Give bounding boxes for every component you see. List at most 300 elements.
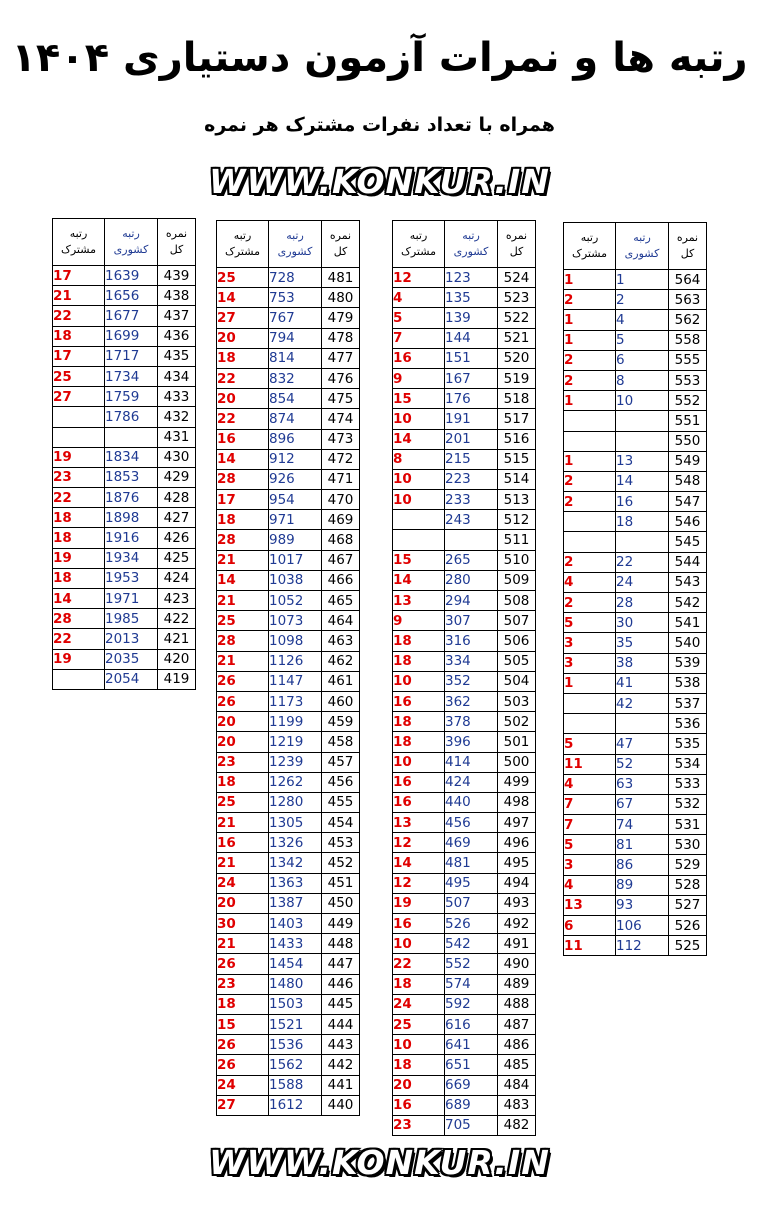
total-score-cell: 519 — [498, 368, 536, 388]
total-score-cell: 528 — [669, 875, 707, 895]
rank-table-3 — [216, 220, 360, 1116]
table-row — [564, 875, 707, 895]
national-rank-cell: 1521 — [269, 1014, 322, 1034]
shared-rank-cell: 28 — [53, 609, 105, 629]
shared-rank-cell: 26 — [217, 954, 269, 974]
national-rank-cell: 1342 — [269, 853, 322, 873]
national-rank-cell: 854 — [269, 389, 322, 409]
shared-rank-cell: 2 — [564, 492, 616, 512]
national-rank-cell: 14 — [616, 471, 669, 491]
shared-rank-cell: 22 — [53, 488, 105, 508]
national-rank-cell: 2035 — [105, 649, 158, 669]
total-score-cell: 546 — [669, 512, 707, 532]
national-rank-cell: 814 — [269, 348, 322, 368]
national-rank-cell: 689 — [445, 1095, 498, 1115]
national-rank-cell: 1699 — [105, 326, 158, 346]
national-rank-cell: 1717 — [105, 346, 158, 366]
national-rank-cell: 1363 — [269, 873, 322, 893]
table-row — [393, 873, 536, 893]
total-score-cell: 500 — [498, 752, 536, 772]
table-row — [217, 772, 360, 792]
table-row — [217, 974, 360, 994]
table-row — [564, 613, 707, 633]
shared-rank-cell — [53, 669, 105, 689]
brand-logo-top[interactable]: WWW.KONKUR.IN — [209, 162, 550, 201]
shared-rank-cell: 17 — [53, 266, 105, 286]
shared-rank-cell: 14 — [393, 570, 445, 590]
shared-rank-cell — [564, 714, 616, 734]
total-score-cell: 549 — [669, 451, 707, 471]
total-score-cell: 533 — [669, 774, 707, 794]
shared-rank-cell: 22 — [53, 629, 105, 649]
table-header-row — [217, 221, 360, 268]
table-row — [53, 366, 196, 386]
shared-rank-cell: 3 — [564, 653, 616, 673]
national-rank-cell: 669 — [445, 1075, 498, 1095]
national-rank-cell: 86 — [616, 855, 669, 875]
shared-rank-cell: 14 — [217, 288, 269, 308]
total-score-cell: 552 — [669, 391, 707, 411]
total-score-cell: 427 — [158, 508, 196, 528]
table-row — [53, 609, 196, 629]
rank-table-2 — [392, 220, 536, 1136]
table-row — [217, 490, 360, 510]
total-score-cell: 464 — [322, 611, 360, 631]
national-rank-cell: 35 — [616, 633, 669, 653]
national-rank-cell: 223 — [445, 469, 498, 489]
national-rank-cell: 280 — [445, 570, 498, 590]
shared-rank-cell: 7 — [564, 815, 616, 835]
table-row — [393, 651, 536, 671]
shared-rank-cell: 26 — [217, 671, 269, 691]
national-rank-cell: 1454 — [269, 954, 322, 974]
total-score-cell: 505 — [498, 651, 536, 671]
total-score-cell: 480 — [322, 288, 360, 308]
total-score-cell: 491 — [498, 934, 536, 954]
shared-rank-cell: 11 — [564, 936, 616, 956]
total-score-cell: 455 — [322, 792, 360, 812]
national-rank-cell: 1639 — [105, 266, 158, 286]
shared-rank-cell: 20 — [217, 712, 269, 732]
shared-rank-cell: 24 — [393, 994, 445, 1014]
table-row — [564, 512, 707, 532]
table-row — [393, 994, 536, 1014]
table-row — [564, 693, 707, 713]
table-row — [393, 490, 536, 510]
national-rank-cell: 1985 — [105, 609, 158, 629]
shared-rank-cell: 5 — [393, 308, 445, 328]
table-row — [393, 328, 536, 348]
shared-rank-cell: 14 — [53, 589, 105, 609]
shared-rank-cell: 25 — [393, 1014, 445, 1034]
shared-rank-cell: 22 — [217, 368, 269, 388]
table-row — [217, 429, 360, 449]
total-score-cell: 437 — [158, 306, 196, 326]
total-score-cell: 489 — [498, 974, 536, 994]
national-rank-cell: 728 — [269, 268, 322, 288]
table-row — [393, 591, 536, 611]
total-score-cell: 499 — [498, 772, 536, 792]
shared-rank-cell: 28 — [217, 469, 269, 489]
total-score-cell: 424 — [158, 568, 196, 588]
national-rank-cell: 1199 — [269, 712, 322, 732]
national-rank-cell: 1173 — [269, 691, 322, 711]
shared-rank-cell: 8 — [393, 449, 445, 469]
total-score-cell: 467 — [322, 550, 360, 570]
total-score-cell: 541 — [669, 613, 707, 633]
table-row — [217, 1014, 360, 1034]
total-score-cell: 509 — [498, 570, 536, 590]
shared-rank-cell: 4 — [564, 572, 616, 592]
total-score-cell: 423 — [158, 589, 196, 609]
table-row — [564, 552, 707, 572]
total-score-cell: 442 — [322, 1055, 360, 1075]
shared-rank-cell: 21 — [217, 853, 269, 873]
shared-rank-cell: 1 — [564, 673, 616, 693]
total-score-cell: 547 — [669, 492, 707, 512]
table-header-row — [564, 223, 707, 270]
shared-rank-cell: 18 — [393, 631, 445, 651]
national-rank-cell: 1326 — [269, 833, 322, 853]
total-score-cell: 543 — [669, 572, 707, 592]
table-row — [393, 934, 536, 954]
total-score-cell: 514 — [498, 469, 536, 489]
table-row — [53, 447, 196, 467]
national-rank-cell: 1503 — [269, 994, 322, 1014]
shared-rank-cell: 2 — [564, 552, 616, 572]
total-score-cell: 484 — [498, 1075, 536, 1095]
shared-rank-cell: 12 — [393, 873, 445, 893]
national-rank-cell: 1433 — [269, 934, 322, 954]
shared-rank-cell: 12 — [393, 833, 445, 853]
total-score-cell: 469 — [322, 510, 360, 530]
shared-rank-cell: 18 — [53, 568, 105, 588]
table-row — [217, 348, 360, 368]
shared-rank-cell: 12 — [393, 268, 445, 288]
total-score-cell: 508 — [498, 591, 536, 611]
shared-rank-cell: 5 — [564, 613, 616, 633]
shared-rank-cell: 23 — [393, 1115, 445, 1135]
national-rank-cell: 201 — [445, 429, 498, 449]
shared-rank-cell: 19 — [53, 548, 105, 568]
table-row — [53, 407, 196, 427]
total-score-cell: 498 — [498, 792, 536, 812]
shared-rank-cell: 20 — [217, 893, 269, 913]
national-rank-cell: 42 — [616, 693, 669, 713]
table-row — [393, 389, 536, 409]
header-shared-rank: رتبه مشترک — [564, 223, 616, 270]
national-rank-cell: 233 — [445, 490, 498, 510]
table-row — [393, 853, 536, 873]
national-rank-cell: 1239 — [269, 752, 322, 772]
total-score-cell: 512 — [498, 510, 536, 530]
table-row — [393, 409, 536, 429]
total-score-cell: 446 — [322, 974, 360, 994]
shared-rank-cell: 5 — [564, 734, 616, 754]
national-rank-cell: 30 — [616, 613, 669, 633]
national-rank-cell: 123 — [445, 268, 498, 288]
shared-rank-cell: 21 — [217, 591, 269, 611]
national-rank-cell: 1656 — [105, 286, 158, 306]
table-row — [564, 714, 707, 734]
table-row — [393, 813, 536, 833]
shared-rank-cell: 18 — [53, 326, 105, 346]
table-row — [53, 387, 196, 407]
rank-table-1 — [563, 222, 707, 956]
table-row — [393, 288, 536, 308]
national-rank-cell: 469 — [445, 833, 498, 853]
national-rank-cell: 1262 — [269, 772, 322, 792]
shared-rank-cell: 1 — [564, 270, 616, 290]
shared-rank-cell — [53, 407, 105, 427]
national-rank-cell: 135 — [445, 288, 498, 308]
total-score-cell: 526 — [669, 916, 707, 936]
national-rank-cell: 2013 — [105, 629, 158, 649]
table-row — [217, 530, 360, 550]
table-row — [393, 1095, 536, 1115]
table-row — [217, 752, 360, 772]
national-rank-cell: 705 — [445, 1115, 498, 1135]
national-rank-cell: 1562 — [269, 1055, 322, 1075]
table-row — [217, 268, 360, 288]
table-row — [217, 712, 360, 732]
total-score-cell: 493 — [498, 893, 536, 913]
total-score-cell: 432 — [158, 407, 196, 427]
national-rank-cell: 495 — [445, 873, 498, 893]
shared-rank-cell — [564, 693, 616, 713]
shared-rank-cell: 15 — [393, 550, 445, 570]
shared-rank-cell: 19 — [53, 447, 105, 467]
table-row — [217, 853, 360, 873]
shared-rank-cell: 22 — [53, 306, 105, 326]
table-row — [564, 593, 707, 613]
total-score-cell: 555 — [669, 350, 707, 370]
header-national-rank: رتبه کشوری — [616, 223, 669, 270]
national-rank-cell: 352 — [445, 671, 498, 691]
shared-rank-cell: 16 — [217, 833, 269, 853]
table-row — [564, 835, 707, 855]
national-rank-cell: 243 — [445, 510, 498, 530]
national-rank-cell: 414 — [445, 752, 498, 772]
table-row — [393, 510, 536, 530]
shared-rank-cell: 22 — [217, 409, 269, 429]
national-rank-cell: 1073 — [269, 611, 322, 631]
total-score-cell: 542 — [669, 593, 707, 613]
shared-rank-cell: 16 — [393, 792, 445, 812]
table-row — [217, 813, 360, 833]
total-score-cell: 431 — [158, 427, 196, 447]
shared-rank-cell: 30 — [217, 914, 269, 934]
total-score-cell: 538 — [669, 673, 707, 693]
total-score-cell: 507 — [498, 611, 536, 631]
national-rank-cell: 1876 — [105, 488, 158, 508]
table-row — [217, 308, 360, 328]
shared-rank-cell: 20 — [217, 328, 269, 348]
shared-rank-cell: 26 — [217, 1055, 269, 1075]
shared-rank-cell: 23 — [217, 974, 269, 994]
table-row — [393, 893, 536, 913]
shared-rank-cell — [393, 530, 445, 550]
table-row — [393, 429, 536, 449]
national-rank-cell: 378 — [445, 712, 498, 732]
shared-rank-cell: 27 — [217, 308, 269, 328]
shared-rank-cell: 16 — [217, 429, 269, 449]
table-row — [564, 815, 707, 835]
table-row — [217, 833, 360, 853]
total-score-cell: 492 — [498, 914, 536, 934]
table-row — [564, 411, 707, 431]
table-row — [564, 471, 707, 491]
shared-rank-cell: 23 — [53, 467, 105, 487]
total-score-cell: 433 — [158, 387, 196, 407]
national-rank-cell: 651 — [445, 1055, 498, 1075]
total-score-cell: 450 — [322, 893, 360, 913]
table-row — [564, 370, 707, 390]
table-row — [217, 631, 360, 651]
shared-rank-cell: 18 — [217, 348, 269, 368]
table-row — [53, 326, 196, 346]
national-rank-cell: 926 — [269, 469, 322, 489]
shared-rank-cell: 17 — [53, 346, 105, 366]
table-row — [564, 774, 707, 794]
shared-rank-cell: 16 — [393, 691, 445, 711]
national-rank-cell: 28 — [616, 593, 669, 613]
total-score-cell: 428 — [158, 488, 196, 508]
table-row — [393, 268, 536, 288]
national-rank-cell: 52 — [616, 754, 669, 774]
total-score-cell: 551 — [669, 411, 707, 431]
total-score-cell: 483 — [498, 1095, 536, 1115]
shared-rank-cell — [564, 411, 616, 431]
national-rank-cell: 1971 — [105, 589, 158, 609]
total-score-cell: 471 — [322, 469, 360, 489]
table-row — [217, 1035, 360, 1055]
table-row — [53, 266, 196, 286]
shared-rank-cell: 28 — [217, 631, 269, 651]
total-score-cell: 426 — [158, 528, 196, 548]
total-score-cell: 454 — [322, 813, 360, 833]
shared-rank-cell: 1 — [564, 451, 616, 471]
total-score-cell: 548 — [669, 471, 707, 491]
total-score-cell: 419 — [158, 669, 196, 689]
table-row — [564, 532, 707, 552]
national-rank-cell: 307 — [445, 611, 498, 631]
shared-rank-cell: 21 — [217, 550, 269, 570]
table-row — [217, 792, 360, 812]
national-rank-cell: 24 — [616, 572, 669, 592]
table-row — [53, 488, 196, 508]
table-row — [53, 467, 196, 487]
national-rank-cell: 81 — [616, 835, 669, 855]
national-rank-cell: 112 — [616, 936, 669, 956]
national-rank-cell: 18 — [616, 512, 669, 532]
shared-rank-cell: 20 — [393, 1075, 445, 1095]
national-rank-cell: 74 — [616, 815, 669, 835]
table-header-row — [393, 221, 536, 268]
brand-logo-bottom[interactable]: WWW.KONKUR.IN — [209, 1143, 550, 1182]
table-row — [53, 589, 196, 609]
total-score-cell: 448 — [322, 934, 360, 954]
shared-rank-cell: 27 — [53, 387, 105, 407]
table-row — [564, 855, 707, 875]
table-row — [564, 633, 707, 653]
shared-rank-cell: 20 — [217, 732, 269, 752]
total-score-cell: 521 — [498, 328, 536, 348]
total-score-cell: 447 — [322, 954, 360, 974]
shared-rank-cell: 21 — [217, 934, 269, 954]
national-rank-cell: 440 — [445, 792, 498, 812]
table-row — [53, 629, 196, 649]
national-rank-cell: 592 — [445, 994, 498, 1014]
total-score-cell: 486 — [498, 1035, 536, 1055]
national-rank-cell: 767 — [269, 308, 322, 328]
national-rank-cell: 151 — [445, 348, 498, 368]
national-rank-cell: 5 — [616, 330, 669, 350]
national-rank-cell: 616 — [445, 1014, 498, 1034]
table-row — [217, 893, 360, 913]
national-rank-cell: 542 — [445, 934, 498, 954]
national-rank-cell: 1612 — [269, 1095, 322, 1115]
national-rank-cell — [616, 714, 669, 734]
shared-rank-cell: 9 — [393, 368, 445, 388]
total-score-cell: 496 — [498, 833, 536, 853]
table-row — [564, 572, 707, 592]
table-row — [217, 934, 360, 954]
table-row — [393, 611, 536, 631]
national-rank-cell: 93 — [616, 895, 669, 915]
national-rank-cell: 8 — [616, 370, 669, 390]
total-score-cell: 502 — [498, 712, 536, 732]
table-row — [393, 671, 536, 691]
table-row — [217, 409, 360, 429]
total-score-cell: 459 — [322, 712, 360, 732]
total-score-cell: 438 — [158, 286, 196, 306]
table-row — [393, 631, 536, 651]
shared-rank-cell: 4 — [393, 288, 445, 308]
total-score-cell: 466 — [322, 570, 360, 590]
national-rank-cell — [616, 532, 669, 552]
table-row — [217, 550, 360, 570]
total-score-cell: 535 — [669, 734, 707, 754]
shared-rank-cell: 18 — [393, 712, 445, 732]
total-score-cell: 451 — [322, 873, 360, 893]
table-row — [393, 691, 536, 711]
national-rank-cell: 1536 — [269, 1035, 322, 1055]
national-rank-cell: 67 — [616, 794, 669, 814]
shared-rank-cell: 1 — [564, 310, 616, 330]
total-score-cell: 465 — [322, 591, 360, 611]
shared-rank-cell: 21 — [53, 286, 105, 306]
table-row — [564, 673, 707, 693]
total-score-cell: 501 — [498, 732, 536, 752]
total-score-cell: 529 — [669, 855, 707, 875]
shared-rank-cell: 17 — [217, 490, 269, 510]
header-shared-rank: رتبه مشترک — [393, 221, 445, 268]
total-score-cell: 524 — [498, 268, 536, 288]
national-rank-cell: 912 — [269, 449, 322, 469]
table-row — [393, 974, 536, 994]
total-score-cell: 420 — [158, 649, 196, 669]
national-rank-cell: 1387 — [269, 893, 322, 913]
national-rank-cell: 1219 — [269, 732, 322, 752]
shared-rank-cell: 10 — [393, 934, 445, 954]
table-row — [53, 548, 196, 568]
total-score-cell: 544 — [669, 552, 707, 572]
total-score-cell: 430 — [158, 447, 196, 467]
table-row — [217, 873, 360, 893]
national-rank-cell: 176 — [445, 389, 498, 409]
shared-rank-cell: 10 — [393, 752, 445, 772]
